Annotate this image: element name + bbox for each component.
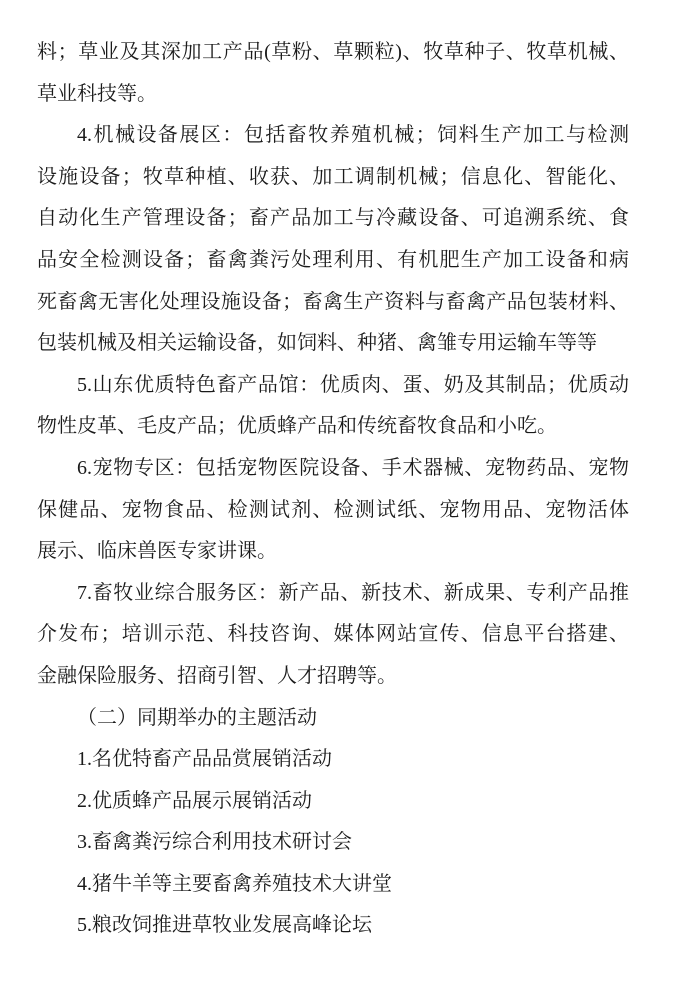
text-line: 1.名优特畜产品品赏展销活动 <box>77 748 332 771</box>
text-line: 草业科技等。 <box>37 82 157 105</box>
text-line: 品安全检测设备；畜禽粪污处理利用、有机肥生产加工设备和病 <box>37 248 629 271</box>
text-line: 4.猪牛羊等主要畜禽养殖技术大讲堂 <box>77 872 392 895</box>
text-line: 3.畜禽粪污综合利用技术研讨会 <box>77 831 352 854</box>
text-line: 6.宠物专区：包括宠物医院设备、手术器械、宠物药品、宠物 <box>77 456 629 479</box>
text-line: 2.优质蜂产品展示展销活动 <box>77 789 312 812</box>
text-line: 死畜禽无害化处理设施设备；畜禽生产资料与畜禽产品包装材料、 <box>37 290 629 313</box>
text-line: 5.山东优质特色畜产品馆：优质肉、蛋、奶及其制品；优质动 <box>77 373 629 396</box>
text-line: 7.畜牧业综合服务区：新产品、新技术、新成果、专利产品推 <box>77 581 629 604</box>
text-line: （二）同期举办的主题活动 <box>77 706 317 729</box>
document-body <box>37 32 629 947</box>
text-line: 5.粮改饲推进草牧业发展高峰论坛 <box>77 914 372 937</box>
text-line: 物性皮革、毛皮产品；优质蜂产品和传统畜牧食品和小吃。 <box>37 415 557 438</box>
text-line: 设施设备；牧草种植、收获、加工调制机械；信息化、智能化、 <box>37 165 629 188</box>
text-line: 金融保险服务、招商引智、人才招聘等。 <box>37 664 397 687</box>
text-line: 料；草业及其深加工产品(草粉、草颗粒)、牧草种子、牧草机械、 <box>37 41 629 63</box>
text-line: 包装机械及相关运输设备，如饲料、种猪、禽雏专用运输车等等 <box>37 332 597 355</box>
text-line: 自动化生产管理设备；畜产品加工与冷藏设备、可追溯系统、食 <box>37 207 629 230</box>
text-line: 展示、临床兽医专家讲课。 <box>37 540 277 563</box>
text-line: 4.机械设备展区：包括畜牧养殖机械；饲料生产加工与检测 <box>77 124 629 147</box>
text-line: 介发布；培训示范、科技咨询、媒体网站宣传、信息平台搭建、 <box>37 623 629 646</box>
text-line: 保健品、宠物食品、检测试剂、检测试纸、宠物用品、宠物活体 <box>37 498 629 521</box>
